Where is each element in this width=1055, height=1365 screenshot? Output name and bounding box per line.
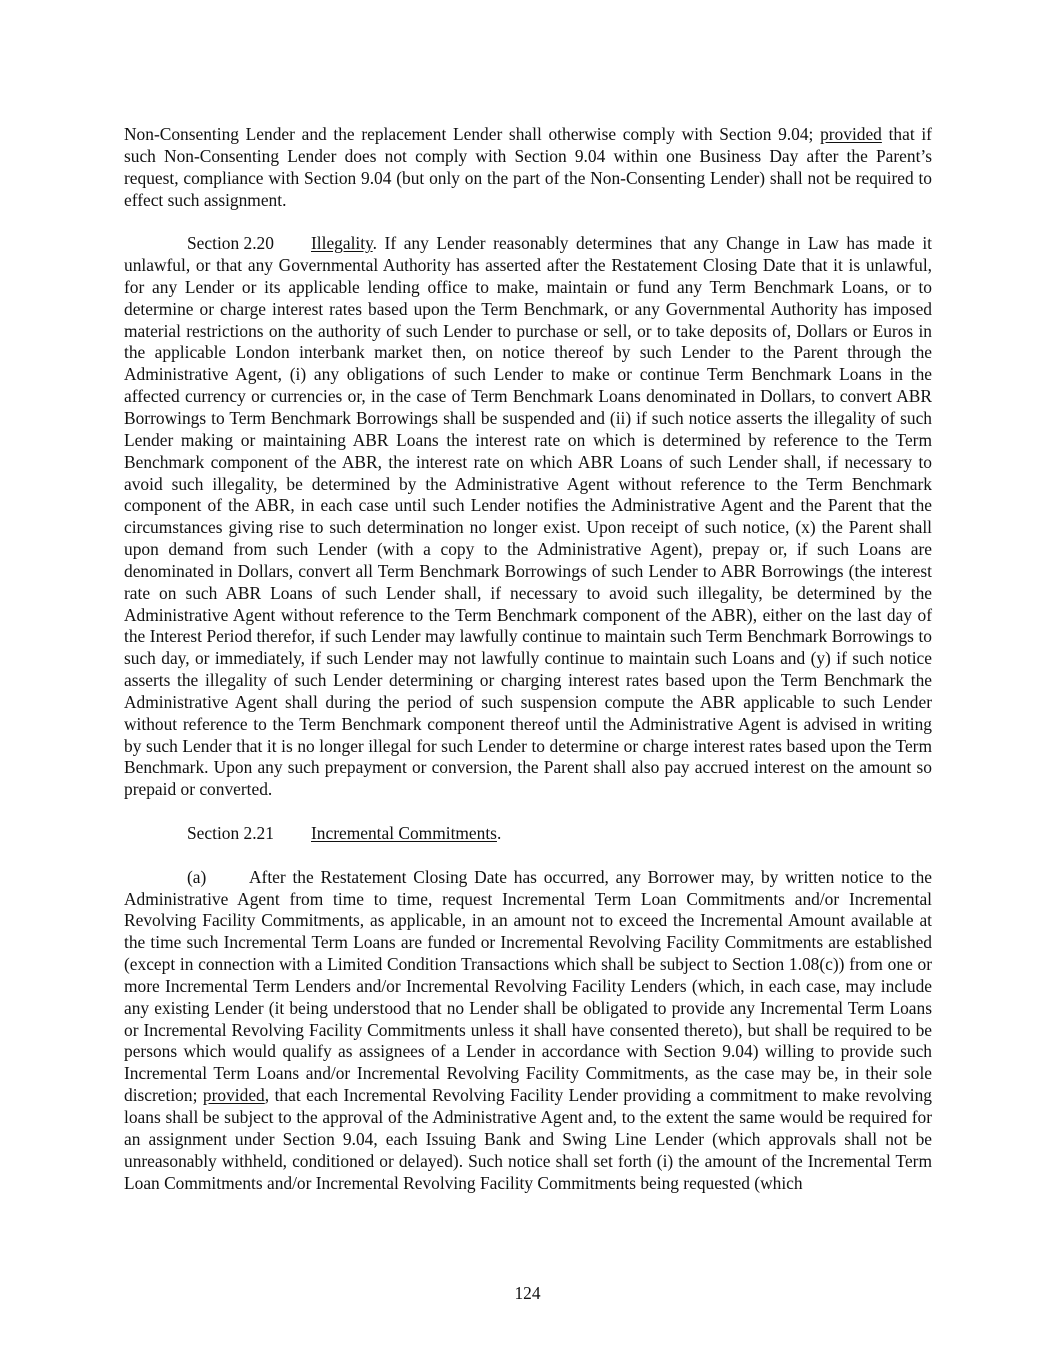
section-label: Section 2.20 xyxy=(187,233,274,254)
clause-label: (a) xyxy=(187,866,207,887)
text: , that each Incremental Revolving Facility Lender providing a commitment to make revolving loans shall be subject to the approval of the Administrative Agent and, to the extent the same would be required for an assignment under Section 9.04, each Issuing Bank and Swing Line Lender (which approvals shall not be unreasonably withheld, conditioned or delayed). Such notice shall set forth (i) the amount of the Incremental Term Loan Commitments and/or Incremental Revolving Facility Commitments being requested (which xyxy=(124,1085,933,1193)
section-heading: Incremental Commitments xyxy=(311,823,497,843)
text: . If any Lender reasonably determines that any Change in Law has made it unlawful, or that any Governmental Authority has asserted after the Restatement Closing Date that it is unlawful, for any Lender or its applicable lending office to make, maintain or fund any Term Benchmark Loans, or to determine or charge interest rates based upon the Term Benchmark, or any Governmental Authority has imposed material restrictions on the authority of such Lender to purchase or sell, or to take deposits of, Dollars or Euros in the applicable London interbank market then, on notice thereof by such Lender to the Parent through the Administrative Agent, (i) any obligations of such Lender to make or continue Term Benchmark Loans in the affected currency or currencies or, in the case of Term Benchmark Loans denominated in Dollars, to convert ABR Borrowings to Term Benchmark Borrowings shall be suspended and (ii) if such notice asserts the illegality of such Lender making or maintaining ABR Loans the interest rate on which is determined by reference to the Term Benchmark component of the ABR, the interest rate on which ABR Loans of such Lender shall, if necessary to avoid such illegality, be determined by the Administrative Agent without reference to the Term Benchmark component of the ABR, in each case until such Lender notifies the Administrative Agent and the Parent that the circumstances giving rise to such determination no longer exist. Upon receipt of such notice, (x) the Parent shall upon demand from such Lender (with a copy to the Administrative Agent), prepay or, if such Loans are denominated in Dollars, convert all Term Benchmark Borrowings of such Lender to ABR Borrowings (the interest rate on such ABR Loans of such Lender shall, if necessary to avoid such illegality, be determined by the Administrative Agent without reference to the Term Benchmark component of the ABR), either on the last day of the Interest Period therefor, if such Lender may lawfully continue to maintain such Term Benchmark Borrowings to such day, or immediately, if such Lender may not lawfully continue to maintain such Loans and (y) if such notice asserts the illegality of such Lender determining or charging interest rates based upon the Term Benchmark the Administrative Agent shall during the period of such suspension compute the ABR applicable to such Lender without reference to the Term Benchmark component thereof until the Administrative Agent is advised in writing by such Lender that it is no longer illegal for such Lender to determine or charge interest rates based upon the Term Benchmark. Upon any such prepayment or conversion, the Parent shall also pay accrued interest on the amount so prepaid or converted. xyxy=(124,233,932,800)
section-2-20 xyxy=(124,233,932,801)
text: that if such Non-Consenting Lender does not comply with Section 9.04 within one Business Day after the Parent’s request, compliance with Section 9.04 (but only on the part of the Non-Consenting Lender) shall not be required to effect such assignment. xyxy=(124,124,932,210)
section-heading: Illegality xyxy=(311,233,373,254)
provided-term: provided xyxy=(820,124,882,144)
provided-term: provided xyxy=(202,1085,265,1106)
section-label: Section 2.21 xyxy=(187,823,274,843)
paragraph-continuation xyxy=(124,124,932,211)
section-2-21 xyxy=(124,823,932,845)
document-body xyxy=(124,124,932,1216)
text: After the Restatement Closing Date has occurred, any Borrower may, by written notice to the Administrative Agent from time to time, request Incremental Term Loan Commitments and/or Incremental Revolving Facility Commitments, as applicable, in an amount not to exceed the Incremental Amount available at the time such Incremental Term Loans are funded or Incremental Revolving Facility Commitments are established (except in connection with a Limited Condition Transactions which shall be subject to Section 1.08(c)) from one or more Incremental Term Lenders and/or Incremental Revolving Facility Lenders (which, in each case, may include any existing Lender (it being understood that no Lender shall be obligated to provide any Incremental Term Loans or Incremental Revolving Facility Commitments unless it shall have consented thereto), but shall be required to be persons which would qualify as assignees of a Lender in accordance with Section 9.04) willing to provide such Incremental Term Loans and/or Incremental Revolving Facility Commitments, as the case may be, in their sole discretion; xyxy=(124,866,932,1106)
page-number: 124 xyxy=(514,1283,541,1303)
text: . xyxy=(496,823,502,843)
section-2-21-a xyxy=(124,867,932,1195)
text: Non-Consenting Lender and the replacement Lender shall otherwise comply with Section 9.04; xyxy=(124,124,821,144)
